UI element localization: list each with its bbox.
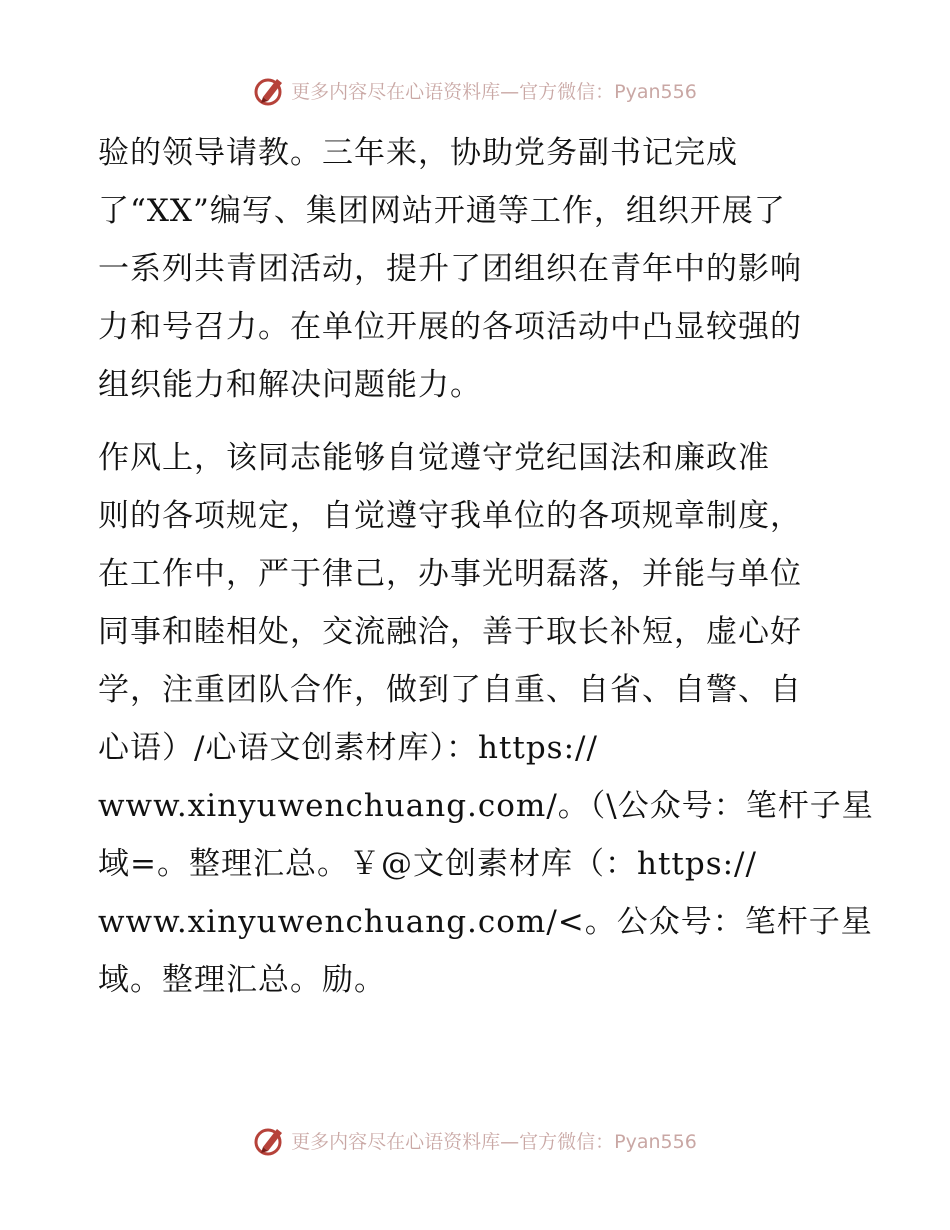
- footer-banner-text: 更多内容尽在心语资料库—官方微信：Pyan556: [291, 1130, 697, 1153]
- header-banner-text: 更多内容尽在心语资料库—官方微信：Pyan556: [291, 80, 697, 103]
- text-line: 域=。整理汇总。￥@文创素材库（：https://: [98, 846, 757, 882]
- text-line: 则的各项规定，自觉遵守我单位的各项规章制度，: [98, 498, 802, 534]
- text-line: 同事和睦相处，交流融洽，善于取长补短，虚心好: [98, 614, 802, 650]
- text-line: 组织能力和解决问题能力。: [98, 367, 482, 403]
- paragraph: [98, 124, 858, 414]
- paragraph: [98, 429, 874, 1009]
- footer-banner: [0, 1120, 950, 1160]
- paragraph-gap: [98, 414, 858, 429]
- pen-in-circle-logo-icon: [253, 1123, 287, 1157]
- text-line: 在工作中，严于律己，办事光明磊落，并能与单位: [98, 556, 802, 592]
- text-line: www.xinyuwenchuang.com/。（\公众号：笔杆子星: [98, 788, 874, 824]
- header-banner: [0, 70, 950, 110]
- text-line: 一系列共青团活动，提升了团组织在青年中的影响: [98, 251, 802, 287]
- pen-in-circle-logo-icon: [253, 73, 287, 107]
- text-line: 心语）/心语文创素材库）：https://: [98, 730, 598, 766]
- text-line: 作风上，该同志能够自觉遵守党纪国法和廉政准: [98, 440, 770, 476]
- text-line: 域。整理汇总。励。: [98, 962, 386, 998]
- text-line: 力和号召力。在单位开展的各项活动中凸显较强的: [98, 309, 802, 345]
- text-line: 了“XX”编写、集团网站开通等工作，组织开展了: [98, 193, 786, 229]
- text-line: www.xinyuwenchuang.com/<。公众号：笔杆子星: [98, 904, 873, 940]
- text-line: 学，注重团队合作，做到了自重、自省、自警、自: [98, 672, 802, 708]
- text-line: 验的领导请教。三年来，协助党务副书记完成: [98, 135, 738, 171]
- document-body: [98, 124, 874, 1009]
